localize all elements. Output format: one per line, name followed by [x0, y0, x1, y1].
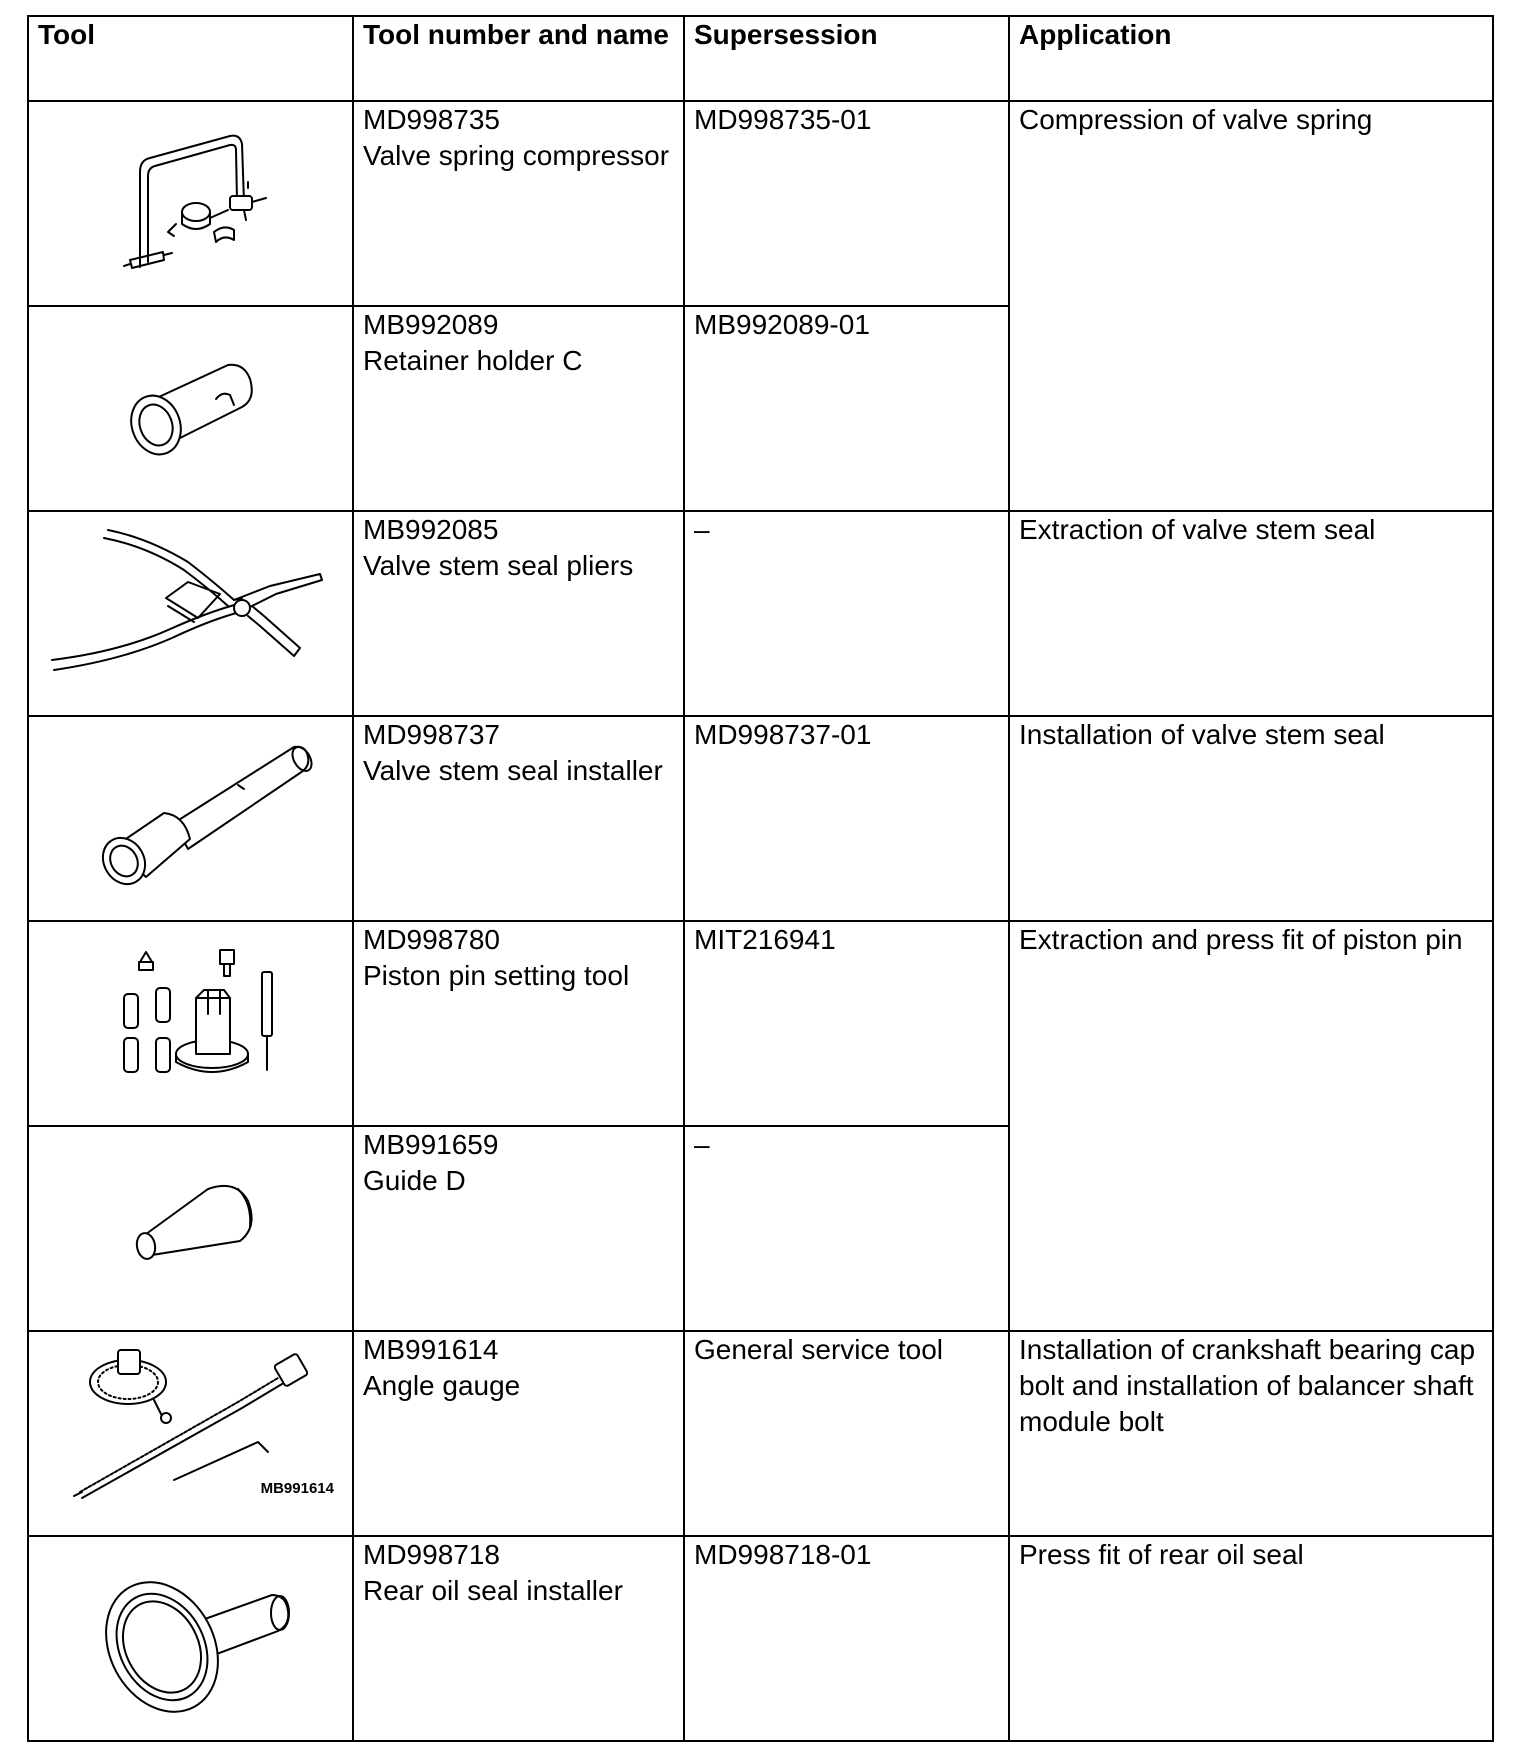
- supersession-cell: –: [684, 511, 1009, 716]
- tool-name: Angle gauge: [363, 1370, 521, 1401]
- application-cell: Installation of valve stem seal: [1009, 716, 1493, 921]
- tool-number-name-cell: [353, 511, 684, 716]
- tool-number-name-cell: [353, 306, 684, 511]
- table-row: [28, 716, 1493, 921]
- tool-number: MB992089: [363, 309, 499, 340]
- tool-image-cell: [28, 101, 353, 306]
- header-tool-number-name: Tool number and name: [353, 16, 684, 101]
- tool-image-cell: [28, 716, 353, 921]
- retainer-holder-icon: [38, 307, 359, 510]
- tool-name: Guide D: [363, 1165, 466, 1196]
- supersession-cell: MD998735-01: [684, 101, 1009, 306]
- application-cell: Press fit of rear oil seal: [1009, 1536, 1493, 1741]
- supersession-cell: MD998718-01: [684, 1536, 1009, 1741]
- tool-number-name-cell: [353, 101, 684, 306]
- valve-stem-seal-installer-icon: [38, 717, 359, 920]
- tool-number: MB991659: [363, 1129, 499, 1160]
- supersession-cell: MB992089-01: [684, 306, 1009, 511]
- supersession-cell: MD998737-01: [684, 716, 1009, 921]
- special-tools-table: [27, 15, 1494, 1742]
- application-cell: Extraction and press fit of piston pin: [1009, 921, 1493, 1331]
- table-row: [28, 101, 1493, 306]
- tool-number-name-cell: [353, 1536, 684, 1741]
- tool-name: Retainer holder C: [363, 345, 583, 376]
- tool-image-cell: [28, 1126, 353, 1331]
- supersession-cell: –: [684, 1126, 1009, 1331]
- tool-number: MD998718: [363, 1539, 500, 1570]
- application-cell: Compression of valve spring: [1009, 101, 1493, 511]
- tool-name: Valve spring compressor: [363, 140, 670, 171]
- tool-number-name-cell: [353, 921, 684, 1126]
- tool-name: Rear oil seal installer: [363, 1575, 623, 1606]
- table-row: [28, 1536, 1493, 1741]
- tool-name: Piston pin setting tool: [363, 960, 630, 991]
- supersession-cell: MIT216941: [684, 921, 1009, 1126]
- valve-stem-seal-pliers-icon: [38, 512, 359, 715]
- tool-image-cell: [28, 306, 353, 511]
- header-supersession: Supersession: [684, 16, 1009, 101]
- rear-oil-seal-installer-icon: [38, 1537, 359, 1740]
- header-tool: Tool: [28, 16, 353, 101]
- tool-number-name-cell: [353, 716, 684, 921]
- tool-name: Valve stem seal installer: [363, 755, 663, 786]
- tool-number: MD998780: [363, 924, 500, 955]
- tool-image-cell: [28, 921, 353, 1126]
- piston-pin-setting-tool-icon: [38, 922, 359, 1125]
- guide-icon: [38, 1127, 359, 1330]
- figure-callout: MB991614: [260, 1480, 334, 1497]
- tool-number-name-cell: [353, 1126, 684, 1331]
- tool-number: MD998737: [363, 719, 500, 750]
- tool-image-cell: [28, 1331, 353, 1536]
- valve-spring-compressor-icon: [38, 102, 359, 305]
- tool-image-cell: [28, 511, 353, 716]
- table-row: [28, 1331, 1493, 1536]
- tool-number: MB991614: [363, 1334, 499, 1365]
- header-application: Application: [1009, 16, 1493, 101]
- application-cell: Installation of crankshaft bearing cap bolt and installation of balancer shaft module bolt: [1009, 1331, 1493, 1536]
- tool-number-name-cell: [353, 1331, 684, 1536]
- tool-image-cell: [28, 1536, 353, 1741]
- tool-number: MD998735: [363, 104, 500, 135]
- table-row: [28, 511, 1493, 716]
- application-cell: Extraction of valve stem seal: [1009, 511, 1493, 716]
- table-row: [28, 921, 1493, 1126]
- tool-number: MB992085: [363, 514, 499, 545]
- tool-name: Valve stem seal pliers: [363, 550, 634, 581]
- supersession-cell: General service tool: [684, 1331, 1009, 1536]
- table-header-row: [28, 16, 1493, 101]
